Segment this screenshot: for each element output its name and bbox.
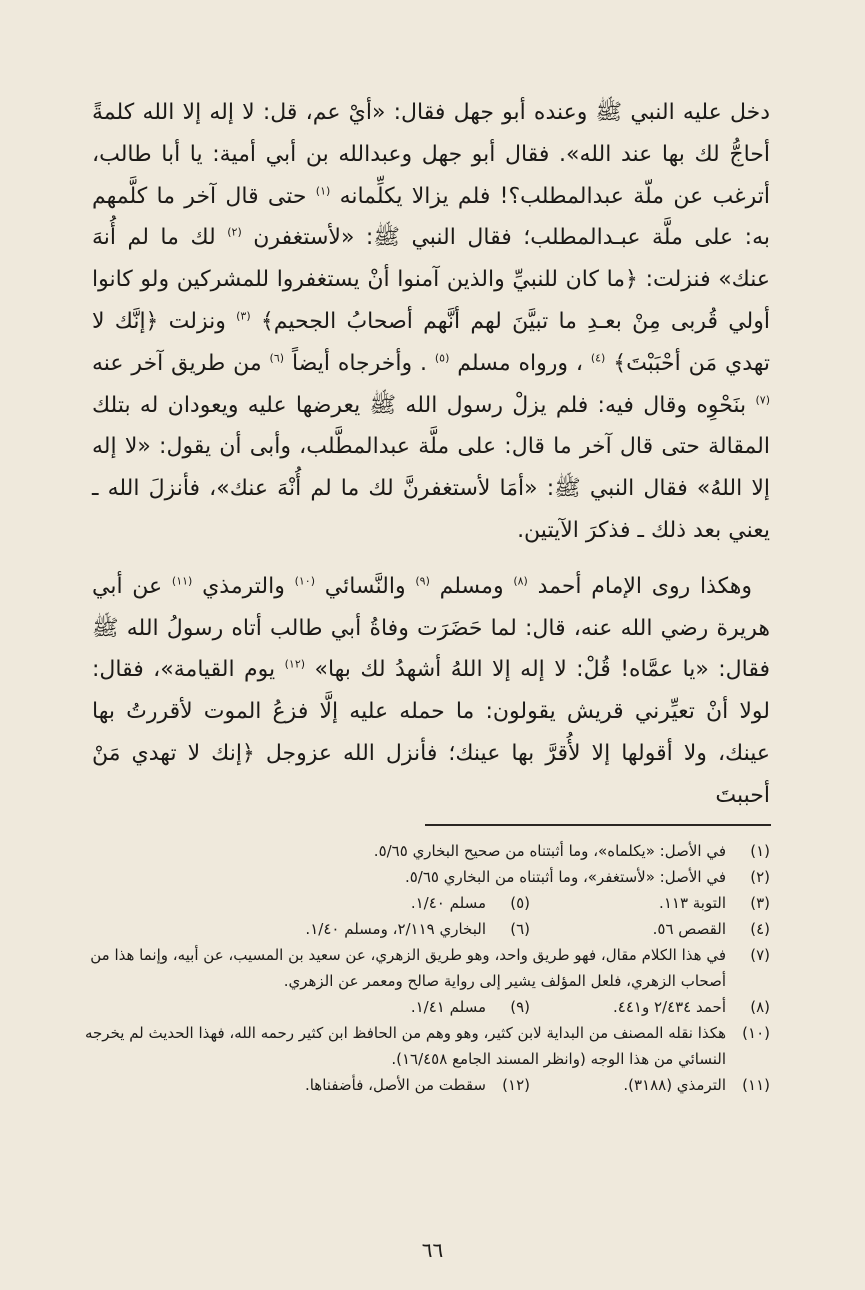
paragraph-2-part-6: يوم القيامة»، فقال: لولا أنْ تعيِّرني قريش يقولون: ما حمله عليه إلَّا فزعُ الموت لأقررتُ بها عينك، ولا أقولها إلا لأُقرَّ بها عينك؛ فأنزل الله عزوجل ﴿إنك لا تهدي مَنْ أحببتَ [92,657,770,808]
paragraph-2-part-4: والترمذي [202,573,285,599]
paragraph-2-part-2: ومسلم [439,573,504,599]
footnote-ref-5: (٥) [434,351,450,365]
footnote-text: في الأصل: «لأستغفر»، وما أثبتناه من البخاري ٥/٦٥. [404,868,726,886]
footnote-5 [411,890,530,916]
footnote-text: القصص ٥٦. [652,920,726,938]
footnote-number: (٣) [750,894,770,912]
paragraph-1-part-5: ، ورواه مسلم [457,350,583,376]
footnote-number: (١٢) [502,1076,530,1094]
footnote-1 [80,838,770,864]
footnote-row-11-12 [80,1072,770,1098]
paragraph-2 [92,566,770,817]
footnote-ref-2: (٢) [227,226,242,240]
footnote-text: أحمد ٢/٤٣٤ و٤٤١. [612,998,726,1016]
page-number: ٦٦ [421,1238,444,1262]
footnote-ref-10: (١٠) [294,574,316,588]
paragraph-1-part-2: حتى قال آخر ما كلَّمهم به: على ملَّة عبـدالمطلب؛ فقال النبي ﷺ: «لأستغفرن [92,183,770,251]
footnote-number: (٩) [510,998,530,1016]
footnote-number: (٧) [750,946,770,964]
footnote-text: سقطت من الأصل، فأضفناها. [304,1076,486,1094]
footnote-8 [530,994,770,1020]
footnote-text: الترمذي (٣١٨٨). [623,1076,726,1094]
footnote-text: مسلم ١/٤١. [410,998,486,1016]
footnote-number: (١) [750,842,770,860]
footnote-row-8-9 [80,994,770,1020]
footnote-number: (١١) [742,1076,770,1094]
footnote-text: في الأصل: «يكلماه»، وما أثبتناه من صحيح البخاري ٥/٦٥. [373,842,726,860]
paragraph-1-part-8: بنَحْوِه وقال فيه: فلم يزلْ رسول الله ﷺ يعرضها عليه ويعودان له بتلك المقالة حتى قال آخر ما قال: على ملَّة عبدالمطَّلب، وأبى أن يقول: «لا إله إلا اللهُ» فقال النبي ﷺ: «أمَا لأستغفرنَّ لك ما لم أُنْهَ عنك»، فأنزلَ الله ـ يعني بعد ذلك ـ فذكرَ الآيتين. [92,392,770,543]
footnote-text: مسلم ١/٤٠. [410,894,486,912]
footnote-3 [530,890,770,916]
paragraph-1-part-7: من طريق آخر عنه [92,350,262,376]
footnotes [80,838,770,1098]
paragraph-2-part-1: وهكذا روى الإمام أحمد [537,573,752,599]
paragraph-1-part-1: دخل عليه النبي ﷺ وعنده أبو جهل فقال: «أيْ عم، قل: لا إله إلا الله كلمةً أحاجُّ لك بها عند الله». فقال أبو جهل وعبدالله بن أبي أمية: يا أبا طالب، أترغب عن ملّة عبدالمطلب؟! فلم يزالا يكلِّمانه [92,100,770,209]
footnote-number: (٦) [510,920,530,938]
footnote-2 [80,864,770,890]
paragraph-2-part-5: عن أبي هريرة رضي الله عنه، قال: لما حَضَرَت وفاةُ أبي طالب أتاه رسولُ الله ﷺ فقال: «يا عمَّاه! قُلْ: لا إله إلا اللهُ أشهدُ لك بها» [92,573,771,683]
footnote-12 [305,1072,530,1098]
footnote-ref-1: (١) [315,184,331,198]
footnote-number: (١٠) [742,1024,770,1042]
paragraph-1-part-4: ونزلت ﴿إنَّك لا تهدي مَن أحْبَبْتَ﴾ [92,308,770,376]
footnote-ref-4: (٤) [590,351,606,365]
footnote-ref-12: (١٢) [284,658,306,672]
paragraph-1-part-3: لك ما لم أُنهَ عنك» فنزلت: ﴿ما كان للنبيِّ والذين آمنوا أنْ يستغفروا للمشركين ولو كانوا أولي قُربى مِنْ بعـدِ ما تبيَّنَ لهم أنَّهم أصحابُ الجحيم﴾ [92,225,770,334]
footnote-divider [425,824,771,826]
footnote-number: (٢) [750,868,770,886]
footnote-text: في هذا الكلام مقال، فهو طريق واحد، وهو طريق الزهري، عن سعيد بن المسيب، عن أبيه، وإنما هذا من أصحاب الزهري، فلعل المؤلف يشير إلى رواية صالح ومعمر عن الزهري. [90,946,726,990]
footnote-4 [530,916,770,942]
footnote-text: التوبة ١١٣. [659,894,726,912]
paragraph-2-part-3: والنَّسائي [324,573,406,599]
footnote-9 [411,994,530,1020]
footnote-ref-3: (٣) [236,309,251,323]
footnote-number: (٨) [750,998,770,1016]
paragraph-1 [92,92,770,552]
footnote-text: البخاري ٢/١١٩، ومسلم ١/٤٠. [305,920,486,938]
footnote-7 [80,942,770,994]
footnote-ref-6: (٦) [269,351,285,365]
paragraph-1-part-6: . وأخرجاه أيضاً [291,350,427,376]
footnote-ref-9: (٩) [415,574,430,588]
footnote-ref-11: (١١) [171,574,193,588]
footnote-ref-7: (٧) [755,393,770,407]
main-text [92,92,770,817]
footnote-6 [305,916,530,942]
footnote-ref-8: (٨) [513,574,528,588]
footnote-number: (٥) [510,894,530,912]
footnote-row-4-6 [80,916,770,942]
footnote-row-3-5 [80,890,770,916]
footnote-11 [530,1072,770,1098]
footnote-text: هكذا نقله المصنف من البداية لابن كثير، وهو وهم من الحافظ ابن كثير رحمه الله، فهذا الحديث لم يخرجه النسائي من هذا الوجه (وانظر المسند الجامع ١٦/٤٥٨). [84,1024,726,1068]
footnote-10 [80,1020,770,1072]
footnote-number: (٤) [750,920,770,938]
